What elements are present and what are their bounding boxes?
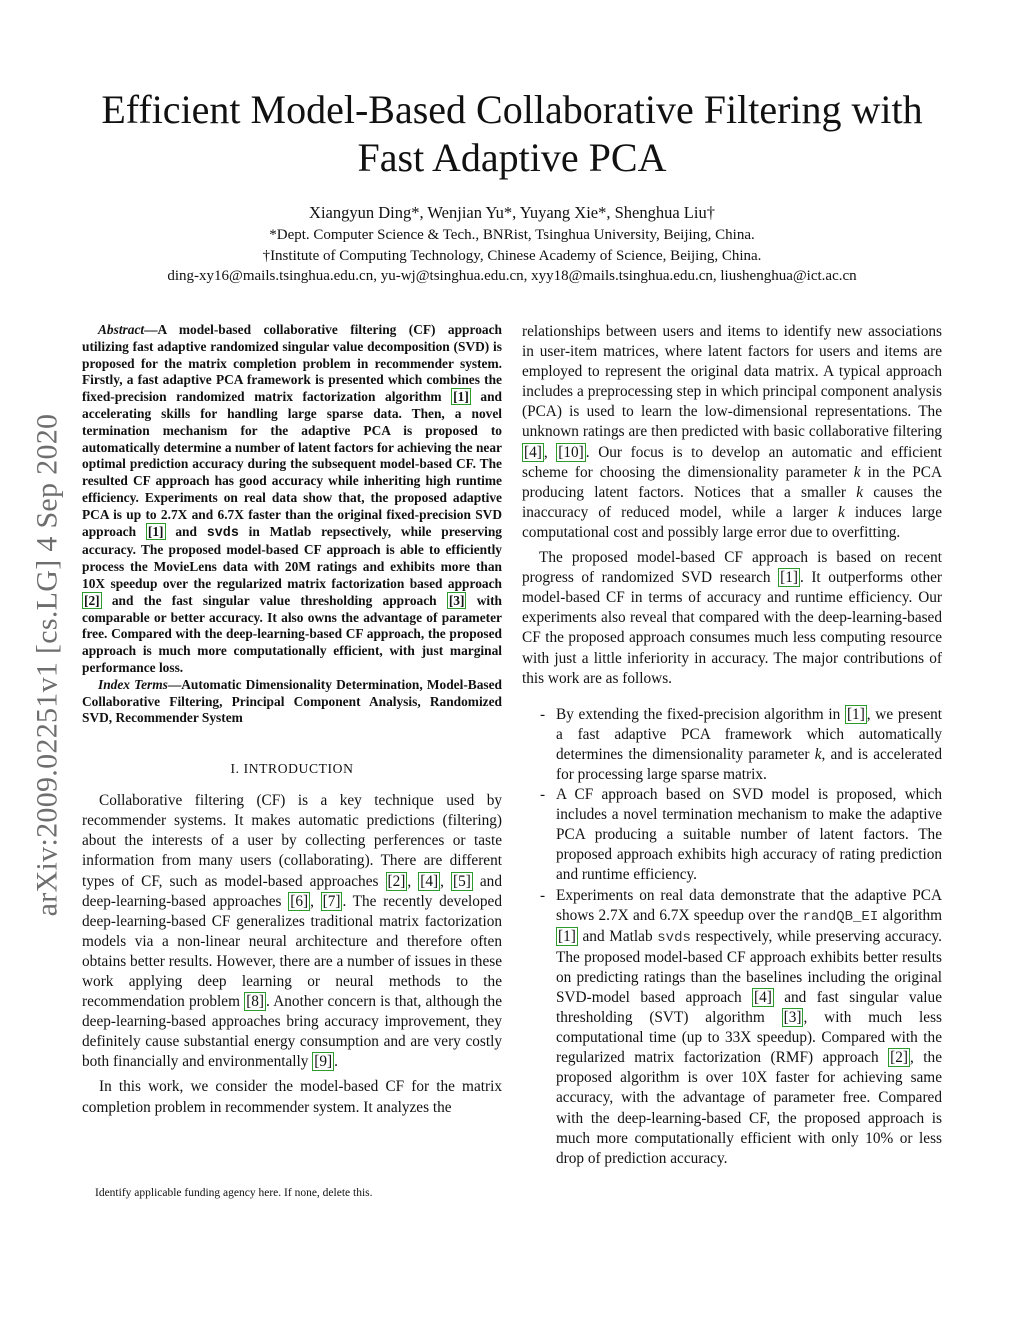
- body-text: , we present a fast adaptive PCA framework which automatically determines the dimensionality parameter: [556, 705, 943, 763]
- author-emails: ding-xy16@mails.tsinghua.edu.cn, yu-wj@tsinghua.edu.cn, xyy18@mails.tsinghua.edu.cn, liushenghua@ict.ac.cn: [167, 268, 857, 284]
- body-text: relationships between users and items to identify new associations in user-item matrices, where latent factors for users and items are employed to represent the original data matrix. A typical approach includes a preprocessing step in which principal component analysis (PCA) is used to learn the low-dimensional representations. The unknown ratings are then predicted with basic collaborative filtering: [522, 323, 942, 441]
- list-item: [540, 886, 942, 1169]
- author-list: Xiangyun Ding*, Wenjian Yu*, Yuyang Xie*, Shenghua Liu†: [309, 203, 715, 222]
- body-text: Collaborative filtering (CF) is a key technique used by recommender systems. It makes automatic predictions (filtering) about the interests of a user by collecting perferences or taste information from many users (collaborating). There are different types of CF, such as model-based approaches: [82, 792, 502, 890]
- body-text: . Our focus is to develop an automatic and efficient scheme for choosing the dimensionality parameter: [522, 443, 942, 481]
- abstract-text: and the fast singular value thresholding approach: [101, 592, 447, 608]
- citation-link[interactable]: [1]: [147, 523, 164, 539]
- index-terms-text: —Automatic Dimensionality Determination, Model-Based Collaborative Filtering, Principal Component Analysis, Randomized SVD, Recommender System: [82, 676, 503, 726]
- body-text: ,: [310, 892, 321, 910]
- list-dash: -: [540, 705, 546, 723]
- abstract-text: in Matlab repsectively, while preserving accuracy. The proposed model-based CF approach is able to efficiently process the MovieLens data with 20M ratings and exhibits more than 10X speedup over the regularized matrix factorization based approach: [82, 523, 502, 591]
- body-text: respectively, while preserving accuracy. The proposed model-based CF approach exhibits better results on predicting ratings than the baselines including the original SVD-model based approach: [556, 927, 942, 1006]
- body-text: and deep-learning-based approaches: [82, 872, 502, 910]
- body-text: .: [334, 1053, 338, 1071]
- citation-link[interactable]: [5]: [452, 872, 471, 890]
- citation-link[interactable]: [4]: [754, 989, 772, 1006]
- abstract-label: Abstract: [98, 322, 145, 337]
- abstract: [82, 322, 502, 677]
- code-svds: svds: [206, 525, 239, 541]
- citation-link[interactable]: [1]: [780, 569, 798, 587]
- body-text: causes the inaccuracy of reduced model, while a larger: [522, 483, 942, 521]
- index-terms-label: Index Terms: [98, 676, 168, 692]
- list-dash: -: [540, 886, 546, 904]
- citation-link[interactable]: [1]: [558, 927, 576, 945]
- math-variable-k: k: [814, 745, 822, 763]
- abstract-text: and: [165, 523, 207, 539]
- body-text: Experiments on real data demonstrate that the adaptive PCA shows 2.7X and 6.7X speedup over the: [556, 886, 942, 924]
- body-text: , with much less computational time (up to 33X speedup). Compared with the regularized matrix factorization (RMF) approach: [556, 1009, 942, 1067]
- list-item: [540, 705, 943, 785]
- body-text: ,: [440, 872, 451, 890]
- body-text: ,: [407, 872, 419, 890]
- code-svds: svds: [657, 929, 691, 946]
- citation-link[interactable]: [3]: [448, 592, 465, 608]
- citation-link[interactable]: [4]: [524, 443, 542, 461]
- body-text: . Another concern is that, although the deep-learning-based approaches bring accuracy improvement, they definitely cause substantial energy consumption and are very costly both financially and environmentally: [82, 993, 502, 1071]
- list-dash: -: [540, 786, 546, 804]
- abstract-text: with comparable or better accuracy. It also owns the advantage of parameter free. Compared with the deep-learning-based CF approach, the proposed approach is much more computationally efficient, with just marginal performance loss.: [82, 592, 502, 675]
- body-text: ,: [543, 443, 557, 461]
- funding-footnote: Identify applicable funding agency here. If none, delete this.: [95, 1187, 373, 1199]
- contributions-list: [522, 705, 942, 1169]
- body-text: By extending the fixed-precision algorithm in: [556, 705, 845, 723]
- body-text: in the PCA producing latent factors. Notices that a smaller: [522, 463, 942, 501]
- body-text: . The recently developed deep-learning-based CF generalizes traditional matrix factorization models via a non-linear neural architecture and therefore often obtains better results. However, there are a number of issues in these work applying deep learning or neural methods to the recommendation problem: [82, 892, 502, 1011]
- citation-link[interactable]: [7]: [322, 892, 341, 910]
- left-column: [82, 322, 502, 1118]
- body-text: induces large computational cost and possibly large error due to overfitting.: [522, 503, 942, 541]
- citation-link[interactable]: [2]: [890, 1049, 908, 1067]
- math-variable-k: k: [853, 463, 861, 481]
- math-variable-k: k: [856, 483, 864, 501]
- citation-link[interactable]: [2]: [387, 872, 406, 890]
- arxiv-id: arXiv:2009.02251v1 [cs.LG] 4 Sep 2020: [30, 413, 64, 917]
- section-heading-introduction: I. INTRODUCTION: [230, 761, 354, 777]
- intro-paragraph-1: [82, 791, 502, 1072]
- citation-link[interactable]: [4]: [420, 872, 439, 890]
- code-randqb-ei: randQB_EI: [802, 908, 879, 925]
- right-column: [522, 322, 942, 1169]
- abstract-text: —A model-based collaborative filtering (CF) approach utilizing fast adaptive randomized singular value decomposition (SVD) is proposed for the matrix completion problem in recommender system. Firstly, a fast adaptive PCA framework is presented which combines the fixed-precision randomized matrix factorization algorithm: [82, 322, 502, 405]
- citation-link[interactable]: [10]: [558, 443, 584, 461]
- math-variable-k: k: [838, 503, 845, 521]
- citation-link[interactable]: [2]: [84, 592, 100, 608]
- arxiv-sidebar-stamp: [27, 375, 67, 955]
- body-text: , the proposed algorithm is over 10X faster for achieving same accuracy, with the advantage of parameter free. Compared with the deep-learning-based CF, the proposed approach is much more computationally efficient with only 10% or less drop of prediction accuracy.: [556, 1049, 942, 1167]
- affiliation-2: †Institute of Computing Technology, Chinese Academy of Science, Beijing, China.: [262, 248, 762, 264]
- paper-title: Efficient Model-Based Collaborative Filtering with Fast Adaptive PCA: [101, 87, 923, 180]
- body-text: The proposed model-based CF approach is based on recent progress of randomized SVD research: [522, 549, 942, 587]
- list-item: [540, 785, 942, 885]
- abstract-text: and accelerating skills for handling large sparse data. Then, a novel termination mechanism for the adaptive PCA is proposed to automatically determine a number of latent factors for achieving the near optimal prediction accuracy during the subsequent model-based CF. The resulted CF approach has good accuracy while inheriting high runtime efficiency. Experiments on real data show that, the proposed adaptive PCA is up to 2.7X and 6.7X faster than the original fixed-precision SVD approach: [82, 389, 503, 539]
- citation-link[interactable]: [1]: [453, 389, 469, 405]
- body-text: A CF approach based on SVD model is proposed, which includes a novel termination mechanism to make the adaptive PCA producing a suitable number of latent factors. The proposed approach exhibits high accuracy of rating prediction and runtime efficiency.: [556, 786, 942, 884]
- citation-link[interactable]: [8]: [246, 993, 265, 1011]
- right-paragraph-1: [522, 322, 942, 543]
- body-text: algorithm: [878, 906, 942, 924]
- citation-link[interactable]: [3]: [783, 1009, 802, 1027]
- citation-link[interactable]: [1]: [846, 705, 865, 723]
- index-terms: [82, 677, 502, 727]
- citation-link[interactable]: [9]: [314, 1053, 333, 1071]
- right-paragraph-2: [522, 548, 942, 689]
- body-text: and Matlab: [577, 927, 658, 945]
- citation-link[interactable]: [6]: [290, 892, 309, 910]
- body-text: . It outperforms other model-based CF in terms of accuracy and runtime efficiency. Our experiments also reveal that compared with the deep-learning-based CF the proposed approach consumes much less computing resource with just a little inferiority in accuracy. The major contributions of this work are as follows.: [522, 569, 942, 687]
- body-text: and fast singular value thresholding (SVT) algorithm: [556, 989, 942, 1027]
- intro-paragraph-2: In this work, we consider the model-based CF for the matrix completion problem in recommender system. It analyzes the: [82, 1078, 502, 1116]
- affiliation-1: *Dept. Computer Science & Tech., BNRist, Tsinghua University, Beijing, China.: [269, 227, 755, 243]
- body-text: , and is accelerated for processing large sparse matrix.: [556, 745, 942, 783]
